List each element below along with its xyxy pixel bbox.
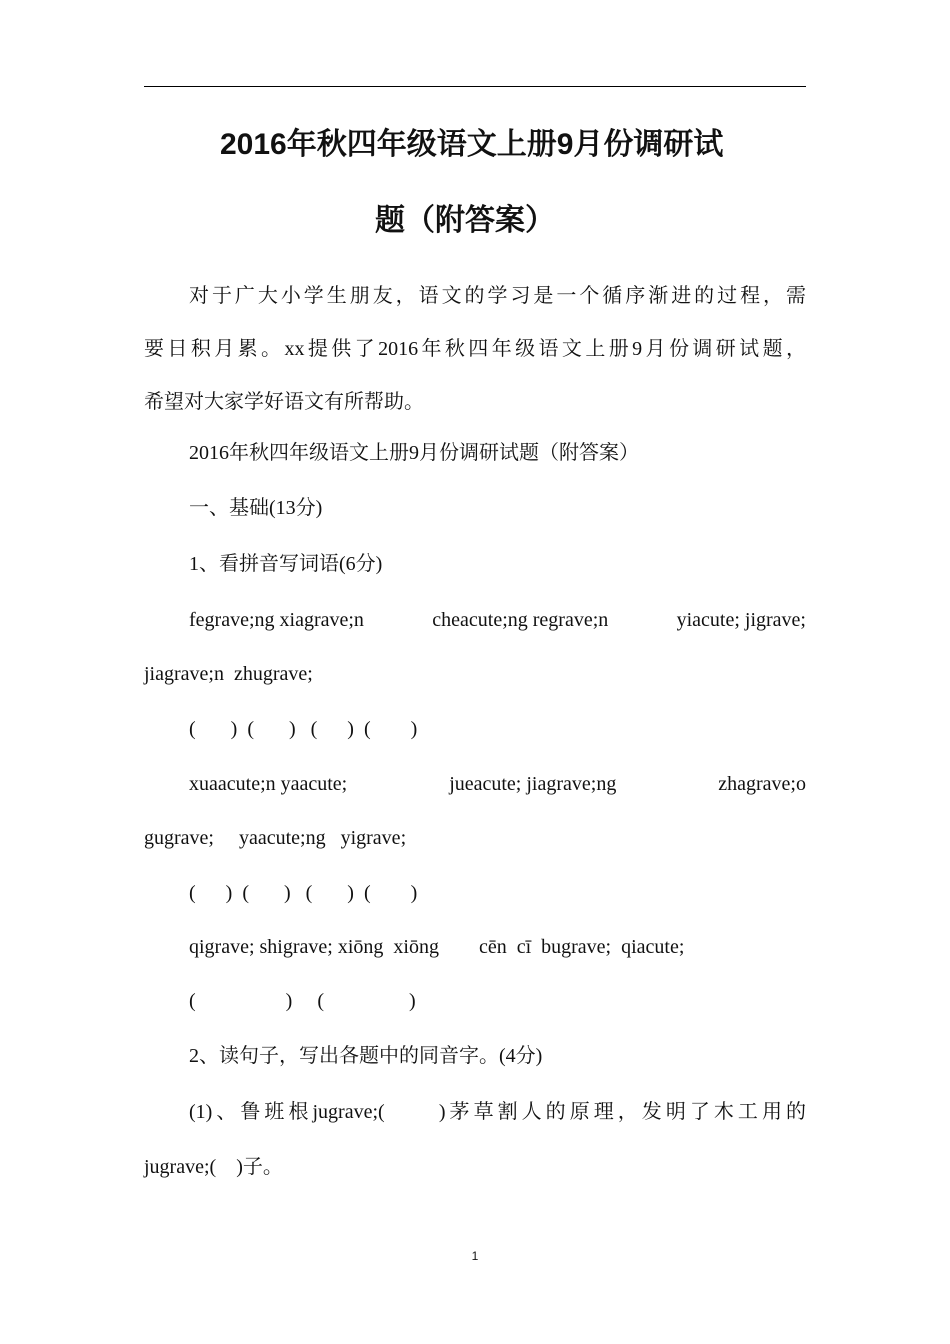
pinyin-row-2-continued: gugrave; yaacute;ng yigrave;: [144, 827, 407, 849]
pinyin-word: zhagrave;o: [718, 773, 806, 795]
question-1-heading: 1、看拼音写词语(6分): [189, 553, 383, 575]
answer-blanks-row-2[interactable]: ( ) ( ) ( ) ( ): [189, 882, 418, 904]
intro-line-3: 希望对大家学好语文有所帮助。: [144, 391, 424, 413]
answer-blanks-row-1[interactable]: ( ) ( ) ( ) ( ): [189, 718, 418, 740]
pinyin-row-1: [189, 610, 806, 630]
pinyin-row-3: qigrave; shigrave; xiōng xiōng cēn cī bugrave; qiacute;: [189, 936, 685, 958]
question-2-item-1-line-2: jugrave;( )子。: [144, 1156, 283, 1178]
pinyin-word: jueacute; jiagrave;ng: [449, 773, 617, 795]
pinyin-word: cheacute;ng regrave;n: [432, 609, 609, 631]
pinyin-word: yiacute; jigrave;: [676, 609, 806, 631]
answer-blanks-row-3[interactable]: ( ) ( ): [189, 990, 416, 1012]
question-2-item-1-line-1: (1)、鲁班根jugrave;( )茅草割人的原理，发明了木工用的: [189, 1101, 806, 1123]
pinyin-row-1-continued: jiagrave;n zhugrave;: [144, 663, 313, 685]
header-rule: [144, 86, 806, 87]
pinyin-word: xuaacute;n yaacute;: [189, 773, 348, 795]
document-title-line-2: 题（附答案）: [375, 204, 555, 237]
pinyin-row-2: [189, 774, 806, 794]
page-number: 1: [471, 1249, 479, 1263]
section-heading: 一、基础(13分): [189, 497, 323, 519]
question-2-heading: 2、读句子，写出各题中的同音字。(4分): [189, 1045, 543, 1067]
subtitle: 2016年秋四年级语文上册9月份调研试题（附答案）: [189, 442, 639, 464]
intro-line-2: 要日积月累。xx提供了2016年秋四年级语文上册9月份调研试题，: [144, 338, 806, 360]
document-title-line-1: 2016年秋四年级语文上册9月份调研试: [220, 128, 724, 161]
intro-line-1: 对于广大小学生朋友，语文的学习是一个循序渐进的过程，需: [189, 285, 806, 307]
pinyin-word: fegrave;ng xiagrave;n: [189, 609, 364, 631]
